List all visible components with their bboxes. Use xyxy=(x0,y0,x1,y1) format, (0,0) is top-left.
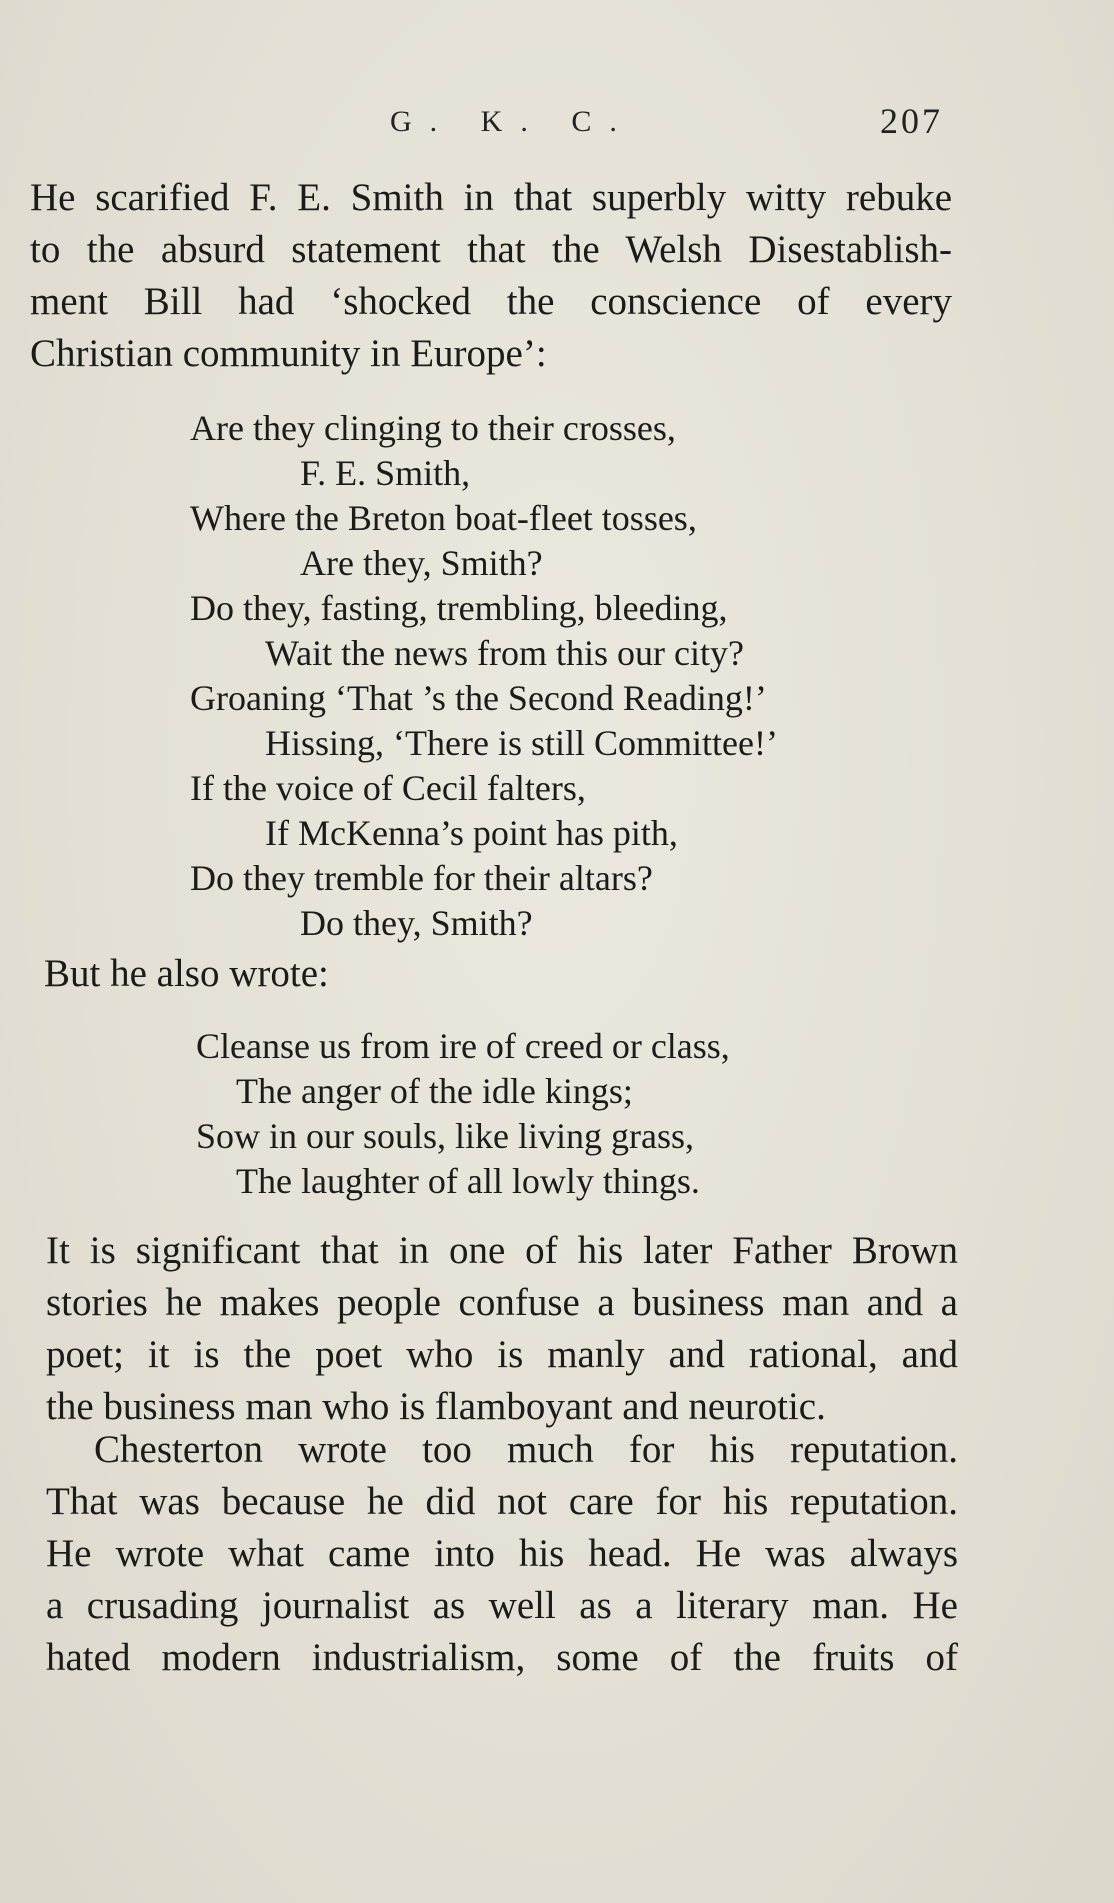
text-line: But he also wrote: xyxy=(44,952,329,995)
paragraph-reputation xyxy=(46,1424,958,1684)
verse-line: If McKenna’s point has pith, xyxy=(265,813,678,853)
verse-line: Groaning ‘That ’s the Second Reading!’ xyxy=(190,678,767,718)
verse-line: Cleanse us from ire of creed or class, xyxy=(196,1026,730,1066)
verse-line: Do they, fasting, trembling, bleeding, xyxy=(190,588,728,628)
verse-line: Do they tremble for their altars? xyxy=(190,858,653,898)
verse-line: Wait the news from this our city? xyxy=(265,633,744,673)
text-line: a crusading journalist as well as a literary man. He xyxy=(46,1584,958,1627)
paragraph-also-wrote xyxy=(44,948,504,1000)
text-line: Christian community in Europe’: xyxy=(30,332,547,375)
verse-line: The anger of the idle kings; xyxy=(236,1071,633,1111)
verse-line: Are they clinging to their crosses, xyxy=(190,408,676,448)
paragraph-father-brown xyxy=(46,1225,958,1433)
text-line: It is significant that in one of his later Father Brown xyxy=(46,1229,958,1272)
verse-line: Hissing, ‘There is still Committee!’ xyxy=(265,723,778,763)
verse-line: If the voice of Cecil falters, xyxy=(190,768,586,808)
text-line: poet; it is the poet who is manly and rational, and xyxy=(46,1333,958,1376)
text-line: That was because he did not care for his reputation. xyxy=(46,1480,958,1523)
verse-line: Sow in our souls, like living grass, xyxy=(196,1116,695,1156)
poem-hymn xyxy=(196,1024,730,1204)
poem-smith xyxy=(190,406,778,946)
text-line: stories he makes people confuse a business man and a xyxy=(46,1281,958,1324)
text-line: hated modern industrialism, some of the fruits of xyxy=(46,1636,958,1679)
verse-line: F. E. Smith, xyxy=(300,453,471,493)
page-number: 207 xyxy=(880,101,943,141)
text-line: ment Bill had ‘shocked the conscience of every xyxy=(30,280,952,323)
text-line: He scarified F. E. Smith in that superbly witty rebuke xyxy=(30,176,952,219)
verse-line: Are they, Smith? xyxy=(300,543,543,583)
text-line: the business man who is flamboyant and neurotic. xyxy=(46,1385,826,1428)
paragraph-intro xyxy=(30,172,952,380)
text-line: to the absurd statement that the Welsh Disestablish- xyxy=(30,228,952,271)
text-line: He wrote what came into his head. He was always xyxy=(46,1532,958,1575)
verse-line: Where the Breton boat-fleet tosses, xyxy=(190,498,697,538)
running-head: G. K. C. xyxy=(390,105,635,138)
verse-line: The laughter of all lowly things. xyxy=(236,1161,700,1201)
text-line: Chesterton wrote too much for his reputation. xyxy=(94,1428,958,1471)
verse-line: Do they, Smith? xyxy=(300,903,533,943)
